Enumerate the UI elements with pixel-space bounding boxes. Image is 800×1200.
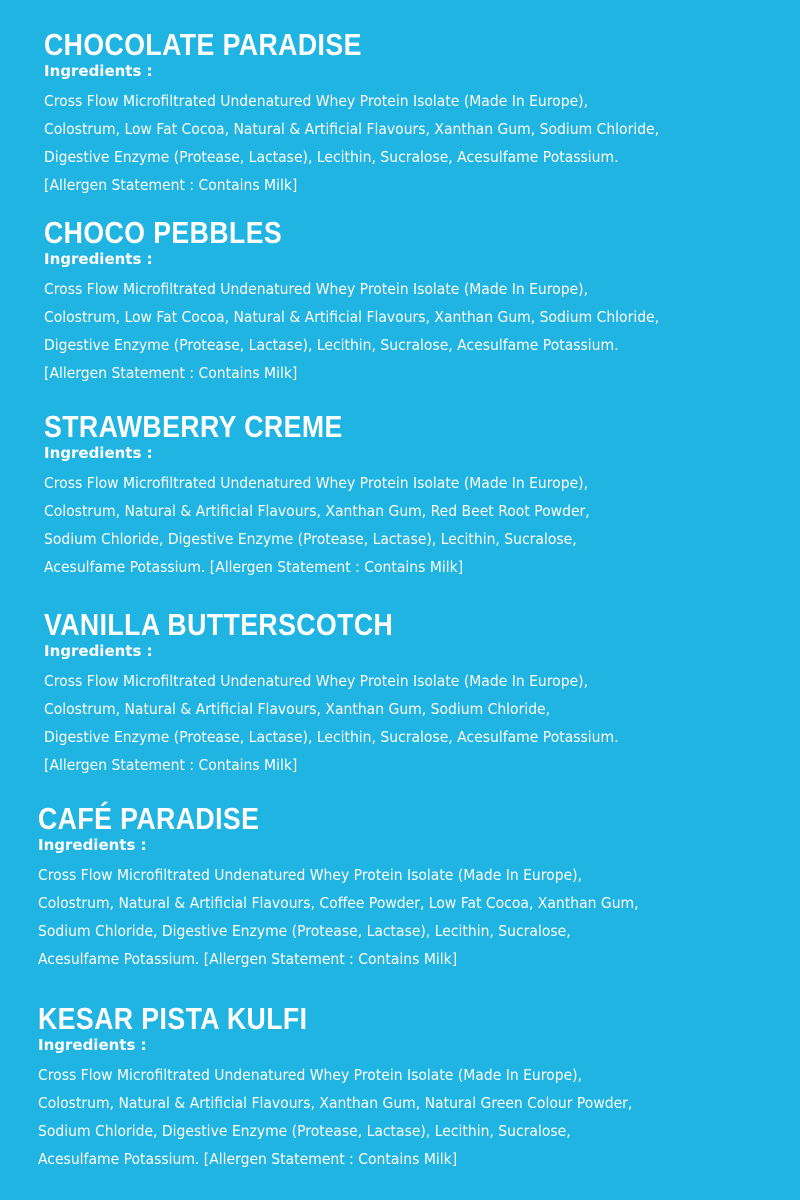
- ingredients-line: Digestive Enzyme (Protease, Lactase), Lecithin, Sucralose, Acesulfame Potassium.: [44, 336, 619, 354]
- section-choco-pebbles: [44, 216, 774, 387]
- section-title: CHOCO PEBBLES: [44, 215, 283, 250]
- ingredients-line: Acesulfame Potassium. [Allergen Statement : Contains Milk]: [44, 558, 464, 576]
- ingredients-label: Ingredients :: [44, 642, 153, 660]
- section-title: CAFÉ PARADISE: [38, 801, 260, 836]
- ingredients-line: Cross Flow Microfiltrated Undenatured Whey Protein Isolate (Made In Europe),: [38, 866, 583, 884]
- section-strawberry-creme: [44, 410, 774, 581]
- ingredients-line: Cross Flow Microfiltrated Undenatured Whey Protein Isolate (Made In Europe),: [38, 1066, 583, 1084]
- ingredients-label: Ingredients :: [44, 250, 153, 268]
- ingredients-line: Colostrum, Natural & Artificial Flavours, Coffee Powder, Low Fat Cocoa, Xanthan Gum,: [38, 894, 639, 912]
- ingredients-line: Sodium Chloride, Digestive Enzyme (Protease, Lactase), Lecithin, Sucralose,: [44, 530, 577, 548]
- ingredients-text: [38, 861, 768, 973]
- ingredients-line: Sodium Chloride, Digestive Enzyme (Protease, Lactase), Lecithin, Sucralose,: [38, 1122, 571, 1140]
- ingredients-line: Colostrum, Low Fat Cocoa, Natural & Artificial Flavours, Xanthan Gum, Sodium Chloride,: [44, 120, 660, 138]
- ingredients-label: Ingredients :: [38, 1036, 147, 1054]
- section-title: CHOCOLATE PARADISE: [44, 27, 362, 62]
- ingredients-label: Ingredients :: [38, 836, 147, 854]
- ingredients-line: Colostrum, Natural & Artificial Flavours, Xanthan Gum, Red Beet Root Powder,: [44, 502, 590, 520]
- ingredients-line: Sodium Chloride, Digestive Enzyme (Protease, Lactase), Lecithin, Sucralose,: [38, 922, 571, 940]
- ingredients-line: Acesulfame Potassium. [Allergen Statement : Contains Milk]: [38, 1150, 458, 1168]
- ingredients-line: [Allergen Statement : Contains Milk]: [44, 176, 298, 194]
- ingredients-line: Cross Flow Microfiltrated Undenatured Whey Protein Isolate (Made In Europe),: [44, 672, 589, 690]
- ingredients-line: Digestive Enzyme (Protease, Lactase), Lecithin, Sucralose, Acesulfame Potassium.: [44, 728, 619, 746]
- ingredients-line: Colostrum, Natural & Artificial Flavours, Xanthan Gum, Natural Green Colour Powder,: [38, 1094, 633, 1112]
- section-vanilla-butterscotch: [44, 608, 774, 779]
- ingredients-line: [Allergen Statement : Contains Milk]: [44, 756, 298, 774]
- ingredients-text: [38, 1061, 768, 1173]
- ingredients-line: Acesulfame Potassium. [Allergen Statement : Contains Milk]: [38, 950, 458, 968]
- ingredients-line: Cross Flow Microfiltrated Undenatured Whey Protein Isolate (Made In Europe),: [44, 92, 589, 110]
- ingredients-label: Ingredients :: [44, 444, 153, 462]
- ingredients-text: [44, 469, 774, 581]
- section-title: KESAR PISTA KULFI: [38, 1001, 308, 1036]
- section-title: VANILLA BUTTERSCOTCH: [44, 607, 394, 642]
- ingredients-line: Digestive Enzyme (Protease, Lactase), Lecithin, Sucralose, Acesulfame Potassium.: [44, 148, 619, 166]
- section-cafe-paradise: [38, 802, 768, 973]
- section-title: STRAWBERRY CREME: [44, 409, 343, 444]
- ingredients-line: Cross Flow Microfiltrated Undenatured Whey Protein Isolate (Made In Europe),: [44, 474, 589, 492]
- ingredients-text: [44, 87, 774, 199]
- ingredients-label: Ingredients :: [44, 62, 153, 80]
- ingredients-line: Cross Flow Microfiltrated Undenatured Whey Protein Isolate (Made In Europe),: [44, 280, 589, 298]
- ingredients-text: [44, 275, 774, 387]
- ingredients-text: [44, 667, 774, 779]
- ingredients-line: Colostrum, Low Fat Cocoa, Natural & Artificial Flavours, Xanthan Gum, Sodium Chloride,: [44, 308, 660, 326]
- ingredients-line: [Allergen Statement : Contains Milk]: [44, 364, 298, 382]
- section-chocolate-paradise: [44, 28, 774, 199]
- section-kesar-pista-kulfi: [38, 1002, 768, 1173]
- ingredients-line: Colostrum, Natural & Artificial Flavours, Xanthan Gum, Sodium Chloride,: [44, 700, 551, 718]
